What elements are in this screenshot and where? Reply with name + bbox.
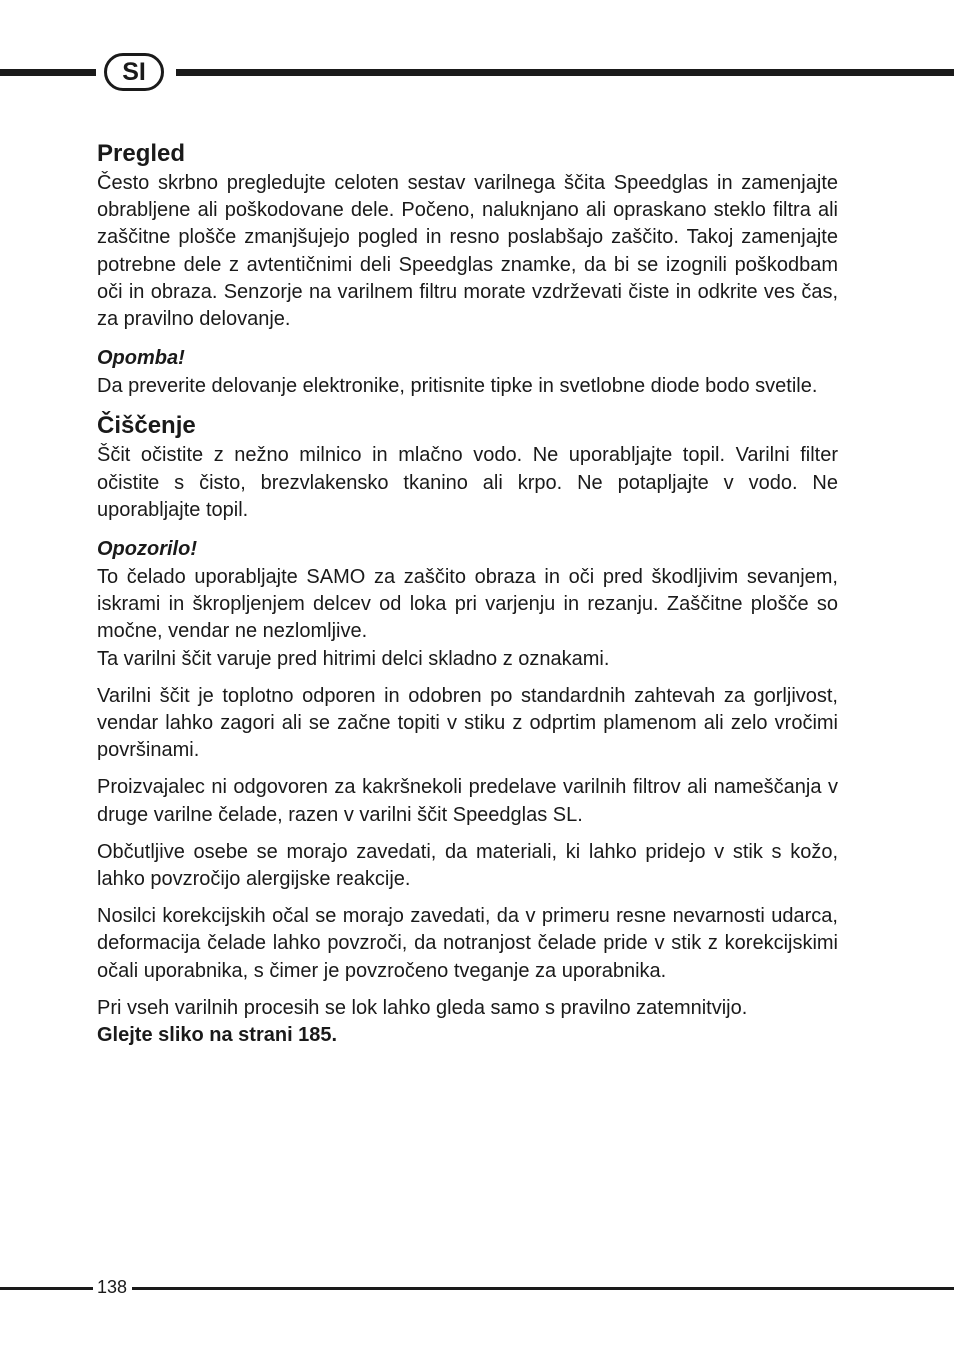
warning-paragraph-2: Ta varilni ščit varuje pred hitrimi delci skladno z oznakami.	[97, 647, 610, 670]
header-rule-right	[176, 69, 954, 76]
warning-paragraph-7: Pri vseh varilnih procesih se lok lahko gleda samo s pravilno zatemnitvijo.	[97, 996, 748, 1019]
ciscenje-body: Ščit očistite z nežno milnico in mlačno vodo. Ne uporabljajte topil. Varilni filter očistite s čisto, brezvlakensko tkanino ali krpo. Ne potapljajte v vodo. Ne uporabljajte topil.	[97, 444, 838, 521]
warning-title-opozorilo: Opozorilo!	[97, 538, 197, 561]
figure-reference: Glejte sliko na strani 185.	[97, 1024, 338, 1047]
warning-paragraph-1: To čelado uporabljajte SAMO za zaščito obraza in oči pred škodljivim sevanjem, iskrami in škropljenjem delcev od loka pri varjenju in rezanju. Zaščitne plošče so močne, vendar ne nezlomljive.	[97, 566, 838, 643]
language-badge: SI	[104, 53, 164, 91]
footer-rule-right	[132, 1287, 954, 1290]
warning-paragraph-3: Varilni ščit je toplotno odporen in odobren po standardnih zahtevah za gorljivost, vendar lahko zagori ali se začne topiti v stiku z odprtim plamenom ali zelo vročimi površinami.	[97, 684, 838, 762]
opomba-body: Da preverite delovanje elektronike, pritisnite tipke in svetlobne diode bodo svetile.	[97, 375, 818, 398]
pregled-body: Često skrbno pregledujte celoten sestav varilnega ščita Speedglas in zamenjajte obrabljene ali poškodovane dele. Počeno, naluknjano ali opraskano steklo filtra ali zaščitne plošče zmanjšujejo pogled in resno poslabšajo zaščito. Takoj zamenjajte potrebne dele z avtentičnimi deli Speedglas znamke, da bi se izognili poškodbam oči in obraza. Senzorje na varilnem filtru morate vzdrževati čiste in odkrite ves čas, za pravilno delovanje.	[97, 172, 838, 331]
warning-paragraph-6: Nosilci korekcijskih očal se morajo zavedati, da v primeru resne nevarnosti udarca, deformacija čelade lahko povzroči, da notranjost čelade pride v stik z korekcijskimi očali uporabnika, s čimer je povzročeno tveganje za uporabnika.	[97, 905, 838, 982]
header-rule-left	[0, 69, 96, 76]
note-title-opomba: Opomba!	[97, 347, 185, 370]
page-content	[97, 138, 838, 1049]
warning-paragraph-5: Občutljive osebe se morajo zavedati, da materiali, ki lahko pridejo v stik s kožo, lahko povzročijo alergijske reakcije.	[97, 840, 838, 891]
footer-rule-left	[0, 1287, 93, 1290]
section-title-ciscenje: Čiščenje	[97, 412, 196, 440]
page-number: 138	[97, 1277, 128, 1297]
section-title-pregled: Pregled	[97, 140, 186, 167]
warning-paragraph-4: Proizvajalec ni odgovoren za kakršnekoli predelave varilnih filtrov ali nameščanja v druge varilne čelade, razen v varilni ščit Speedglas SL.	[97, 776, 838, 826]
